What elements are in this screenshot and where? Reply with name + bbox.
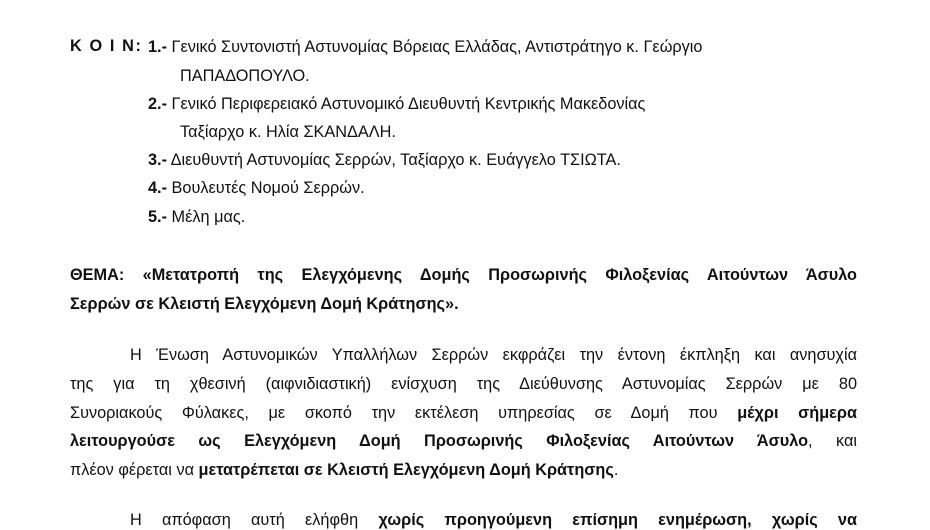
bold-text-run: χωρίς προηγούμενη επίσημη ενημέρωση, χωρίς να [378,511,857,529]
paragraph-1-line-2: της για τη χθεσινή (αιφνιδιαστική) ενίσχυση της Διεύθυνσης Αστυνομίας Σερρών με 80 [70,375,857,393]
subject-line-1: ΘΕΜΑ: «Μετατροπή της Ελεγχόμενης Δομής Προσωρινής Φιλοξενίας Αιτούντων Άσυλο [70,266,857,284]
koin-item-number: 2.- [148,95,168,113]
text-run: πλέον φέρεται να [70,461,199,479]
koin-item-2-continuation: Ταξίαρχο κ. Ηλία ΣΚΑΝΔΑΛΗ. [180,123,396,141]
paragraph-1-line-4 [70,431,857,451]
koin-item-number: 5.- [148,208,168,226]
koin-item-text: Γενικό Περιφερειακό Αστυνομικό Διευθυντή Κεντρικής Μακεδονίας [171,95,646,113]
text-run: . [613,461,619,479]
koin-item-5 [148,207,245,227]
bold-text-run: μέχρι σήμερα [737,404,857,422]
text-run: Η απόφαση αυτή ελήφθη [130,511,379,529]
text-run: , και [808,432,857,450]
bold-text-run: μετατρέπεται σε Κλειστή Ελεγχόμενη Δομή Κράτησης [198,461,614,479]
koin-item-text: Γενικό Συντονιστή Αστυνομίας Βόρειας Ελλάδας, Αντιστράτηγο κ. Γεώργιο [171,38,703,56]
koin-item-4 [148,178,365,198]
bold-text-run: λειτουργούσε ως Ελεγχόμενη Δομή Προσωρινής Φιλοξενίας Αιτούντων Άσυλο [70,432,809,450]
koin-item-text: Βουλευτές Νομού Σερρών. [171,179,365,197]
koin-item-text: Διευθυντή Αστυνομίας Σερρών, Ταξίαρχο κ. Ευάγγελο ΤΣΙΩΤΑ. [170,151,621,169]
koin-label: Κ Ο Ι Ν: [70,37,143,55]
koin-item-3 [148,150,621,170]
koin-item-1-continuation: ΠΑΠΑΔΟΠΟΥΛΟ. [180,67,310,85]
koin-item-number: 3.- [148,151,168,169]
koin-item-number: 1.- [148,38,168,56]
koin-item-number: 4.- [148,179,168,197]
paragraph-1-line-1: Η Ένωση Αστυνομικών Υπαλλήλων Σερρών εκφράζει την έντονη έκπληξη και ανησυχία [130,346,857,364]
koin-item-2 [148,94,645,114]
koin-item-text: Μέλη μας. [171,208,246,226]
subject-line-2: Σερρών σε Κλειστή Ελεγχόμενη Δομή Κράτησης». [70,295,459,313]
text-run: Συνοριακούς Φύλακες, με σκοπό την εκτέλεση υπηρεσίας σε Δομή που [70,404,738,422]
koin-item-1 [148,37,702,57]
paragraph-2-line-1 [130,510,857,530]
paragraph-1-line-5 [70,460,618,480]
paragraph-1-line-3 [70,403,857,423]
